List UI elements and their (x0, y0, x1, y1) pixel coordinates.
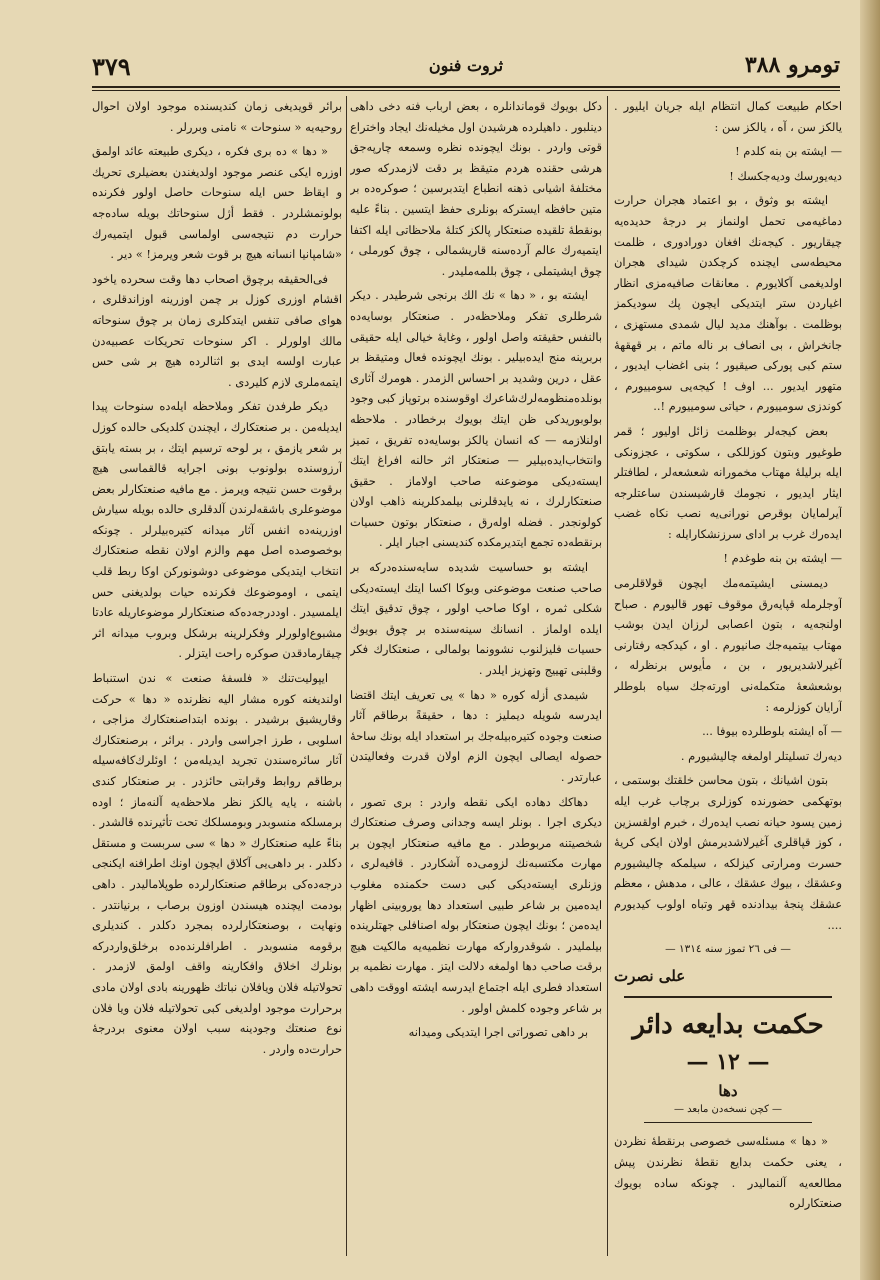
paragraph: ايشته بو وثوق ، بو اعتماد هجران حرارت دماغيه‌مى تحمل اولنماز بر درجهٔ حديده‌يه چيقار‌يور . كيجه‌نك افغان دورادورى ، ظلمت محيطه‌سى ايچنده كرچكدن شيداى هجران اولديغمى آكلايورم . معانقات صافيه‌مزى انظار اغياردن ستر ايتديكى ايچون پك سوديكمز بوظلمت . بوآهنك مديد ليال شمدى مستهزى ، جانخراش ، بى انصاف بر ناله ماتم ، بر قهقههٔ ستم كبى پوركى صيقيور ؛ بنى اغضاب ايديور ، متهور ايديور ... اوف ! كيجه‌يى سومييورم ، كوندزى سومييورم ، حياتى سومييورم !.. (614, 193, 842, 414)
header-rule-thin (92, 90, 840, 91)
article-title: حكمت بدايعه دائر (632, 1010, 824, 1041)
paragraph: شيمدى أزله كوره « دها » يى تعريف ايتك اقتضا ايدرسه شويله ديمليز : دها ، حقيقةً برطاقم آثار صنعت وجوده كتيره‌بيله‌جك بر استعداد ايله بونك ساحهٔ حصوله ايصالى ايچون الزم اولان قدرت وفعاليتدن عبارتدر . (350, 687, 602, 784)
column-divider (607, 96, 608, 1256)
paragraph: ايشته بو حساسيت شديده سايه‌سنده‌دركه بر صاحب صنعت موضوعنى وبوكا اكسا ايتك ايسته‌ديكى شكلى ثمره ، اوكا صاحب اولور ، چوق تدقيق ايتك ايلده اولماز . انسانك سينه‌سنده بر چوق بويوك حسيات فليزلنوب نشوونما بولمالى ، صنعتكارك فكر وقلبنى تهييج وتهزيز ايلدر . (350, 560, 602, 678)
header-rule (92, 86, 840, 88)
text-column-middle (350, 96, 602, 1256)
paragraph: بتون اشيانك ، بتون محاسن خلقتك بوستمى ، بوتهكمى حضورنده كوزلرى برچاب غرب ايله زمين يسود حيانه نصب ايده‌رك ، خبرم اولقسزين ، كوز قپاقلرى آغيرلاشديرمش اولان ايكى كريهٔ حسرت ومرارتى كيزلكه ، سيلمكه چاليشيورم وعشقك ، بيوك عشقك ، عالى ، مدهش ، معظم عشقك پنجهٔ بيدادنده قهر وتباه اولوب كيديورم .... (614, 773, 842, 932)
author-signature: على نصرت (614, 966, 686, 985)
article-subtitle: دها (718, 1082, 738, 1101)
paragraph: بر داهى تصوراتى اجرا ايتديكى وميدانه (408, 1025, 588, 1040)
journal-title: ثروت فنون (428, 56, 504, 75)
paragraph: بعض كيجه‌لر بوظلمت زائل اوليور ؛ قمر طوغيور وبتون كوزللكى ، سكوتى ، عجزونكى ايله برليله‌ٔ مهتاب مخمورانه شعشعه‌لر ، لطافتلر ايثار ايديور ، نجومك قارشيسندن ساعتلرجه آيرلمايان بوقرص نورانى‌يه نصب نكاه غضب ايده‌رك غرب بر اداى سرزنشكارايله : (614, 423, 842, 541)
subtitle-rule (644, 1122, 812, 1123)
quote-line: — ايشته بن بنه طوغدم ! (723, 551, 842, 566)
paragraph: برائر قويديغى زمان كنديسنده موجود اولان احوال روحيه‌يه « سنوحات » نامنى وبررلر . (92, 99, 342, 134)
paragraph: ايشته بو ، « دها » نك الك برنجى شرطيدر . ديكر شرطلرى تفكر وملاحظه‌در . صنعتكار بوسايه‌ده بالنفس حقيقته واصل اولور ، وغايهٔ خيالى ايله حقيقى بربرينه منج ايده‌بيلير . بونك ايچونده فعال ومتيقظ بر عقل ، درين وشديد بر احساس الزمدر . هومرك آثارى بونلده‌منظومه‌لرك‌شاعرك اوقوسنده برتوپاز كبى وجود بولوبوريدكى ظن ايتك بويوك برخطادر . ملاحظه اولنلازمه — كه انسان يالكز بوسايه‌ده تفريق ، تميز وانتخاب‌ايده‌بيلير — صنعتكار اثر حالنه افراغ ايتك ايسته‌ديكى موضوعنه صاحب اولاماز . حقيق صنعتكارلرك ، نه يايدقلرنى بيلمدكلرينه ذاهب اولان كولونجدر . فضله اوله‌رق ، صنعتكار بوتون حسيات برنقطه‌ده تجمع ايتديرمكده كنديسنى اجبار ايلر . (350, 288, 602, 550)
paragraph: ديمسنى ايشيتمه‌مك ايچون قولاقلرمى آوجلرمله قپايه‌رق موقوف تهور قاليورم . صباح اولنجه‌يه ، بتون اعصابى لرزان ايدن بوشب مهتاب بيتميه‌جك صانيورم . او ، كيدكجه رفتارنى آغيرلاشديريور ، بن ، مأيوس برنظرله ، بوشعشعهٔ متكمله‌نى اورته‌جك سياه بلوطلر آرايان كوزلرمه : (614, 576, 842, 714)
column-divider (346, 96, 347, 1256)
paragraph: دهاكك دهاده ايكى نقطه واردر : برى تصور ، ديكرى اجرا . بونلر ايسه وجدانى وصرف صنعتكارك شخصيتنه مربوطدر . مع مافيه صنعتكار ايچون بر مهارت مكتسبه‌نك لزومى‌ده آشكاردر . قافيه‌لرى ، وزنلرى ايسته‌ديكى كبى دست حكمنده مغلوب ايده‌مين بر شاعر طبيى استعداد دها يوروبينى اظهار ايده‌من ؛ بونك ايچون صنعتكار بوله اصنافلى جهتلرينده بيلمليدر . شوقدرواركه مهارت نظميه‌يه مالكيت هيچ برقت صاحب دها اولمغه دلالت ايتز . مهارت نظميه بر استعداد فطرى ايله اجتماع ايدرسه ايشته اووقت داهى بر شاعر وجوده كلمش اولور . (350, 794, 602, 1015)
quote-line: — ايشته بن بنه كلدم ! (735, 144, 842, 159)
paragraph: ديه‌يورسك وديه‌جكسك ! (729, 168, 842, 183)
quote-line: — آه ايشته بلوطلرده بيوفا ... (702, 724, 842, 739)
paragraph: دكل بويوك قوماندانلره ، بعض ارباب فنه دخى داهى دينلبور . داهيلرده هرشيدن اول مخيله‌نك ايجاد واختراع قوتى واردر . بونك ايچونده نظره وسمعه چارپه‌جق هرشى حقنده هردم متيقظ بر دقت لازمدركه صور مختلفهٔ اشياىى ذهنه انطباع ايتدبرسين ؛ صوكره‌ده بر متين حافظه ايستركه بونلرى حفظ ايتسين . بناءً عليه بونقطهٔ تلقيده صنعتكار پالكز كتلهٔ ملاحظاتى ايله اكتفا ايتميه‌رك عالم آرده‌سنه قاريشمالى ، چوق كورملى ، چوق ايشيتملى ، چوق بللمه‌مليدر . (350, 99, 602, 278)
section-separator (624, 996, 832, 998)
page-number: ٣٧٩ (92, 52, 131, 81)
paragraph: فى‌الحقيقه برچوق اصحاب دها وقت سحرده ياخود اقشام اوزرى كوزل بر چمن اوزرينه اوزاندقلرى ، هواى صافى تنفس ايتدكلرى زمان بر چوق سنوحاته مالك اولورلر . اكر سنوحات تحريكات عصبيه‌دن عبارت اولسه ايدى بو اثنالرده هيچ بر شى حس ايتمه‌ملرى لازم كليردى . (92, 271, 342, 389)
paragraph: ديه‌رك تسليتلر اولمغه چاليشيورم . (680, 748, 842, 763)
text-column-left (92, 96, 342, 1256)
continued-note: — كچن نسخه‌دن مابعد — (673, 1104, 783, 1116)
page-binding-edge (860, 0, 880, 1280)
text-column-right (614, 96, 842, 1256)
paragraph: « دها » مسئله‌سى خصوصى برنقطهٔ نظردن ، يعنى حكمت بدايع نقطهٔ نظرندن پيش مطالعه‌يه آلنمالیدر . چونكه ساده بويوك صنعتكارلره (614, 1134, 842, 1211)
article-part-number: — ١٢ — (686, 1049, 770, 1076)
paragraph: ديكر طرفدن تفكر وملاحظه ايله‌ده سنوحات پيدا ايديله‌من . بر صنعتكارك ، ايچندن كلديكى حالده كوزل بر شعر يازمق ، بر لوحه ترسيم ايتك ، بر بسته يابتق آرزوسنده بولونوب بونى اجرايه قالقماسى هيچ برقوت حسن نتيجه ويرمز . مع مافيه صنعتكارلر بعض موضوعلرى باشقه‌لرندن آلدقلرى حالده بويله سيارش اوزرينه‌ده انفس آثار ميدانه كتيره‌بيلرلر . چونكه بوخصوصده اصل مهم والزم اولان نقطه صنعتكارك انتخاب ايتديكى موضوعى دوشونوركن اوكا ربط قلب ايتمى ، اوموضوعك فكرنده حيات بولديغنى حس ايلمسيدر . اوددرجه‌ده‌كه صنعتكارلر موضوعاريله عادتا مشبوع‌اولورلر وفكرلرينه برشكل وبروب ميدانه اثر چيقارمادقدن صوكره راحت ايتزلر . (92, 399, 342, 661)
issue-number: تومرو ٣٨٨ (744, 52, 840, 78)
paragraph: احكام طبيعت كمال انتظام ايله جريان ايليور . يالكز سن ، آه ، يالكز سن : (614, 99, 842, 134)
paragraph: « دها » ده برى فكره ، ديكرى طبيعته عائد اولمق اوزره ايكى عنصر موجود اولديغندن بعضيلرى تحريك و ايقاظ حس ايله سنوحات حاصل اولور فكرنده بولونمشلردر . فقط أژل سنوحاتك بويله ساده‌جه حرارت دم نتيجه‌سى اولماسى قبول ايتميه‌رك «شامپانيا انسانه هيچ بر قوت شعر ويرمز! » دير . (92, 144, 342, 262)
paragraph: ايپوليت‌تنك « فلسفهٔ صنعت » ندن استنباط اولندیغنه كوره مشار اليه نظرنده « دها » حركت وقاريشيق برشيدر . بونده ابتداصنعتكارك مزاجى ، اسلوبى ، طرز اجراسى واردر . برائر ، برصنعتكارك آثار سائره‌سندن تجريد ايديله‌من ؛ اوئلرك‌كافه‌سيله برطاقم روابط وقرابتى حائزدر . بر صنعتكار كندى باشنه ، يايه يالكز نظر ملاحظه‌يه آلنه‌ماز ؛ اوده برمسلكه منسوبدر وبومسلكك تحت تأثيرنده قالشدر . بناءً عليه صنعتكارك « دها » سى سربست و مستقل دكلدر . بر داهى‌يى آكلاق ايچون اونك اطرافنه ايكنجى درجه‌ده‌كى برطاقم صنعتكارلرده طوپلامالیدر . داهى بودمت ايچنده هيسندن اوزون برصاب ، برنيانتدر . ونهايت ، بوصنعتكارلرده بمجرد دكلدر . كنديلرى برقومه منسوبدر . اطرافلرنده‌ده برخلق‌واردركه بونلرك اخلاق وافكارينه واقف اولمق لازمدر . تحولاتيله فلان ويافلان نباتك ظهورينه بادى اولان مادى برحرارت موجود اولديغى كبى تحولاتيله فلان ويا فلان نوع صنعتك وجودينه سبب اولان معنوى بردرجهٔ حرارت‌ده واردر . (92, 671, 342, 1056)
page-header (92, 50, 840, 86)
dateline: — فى ٢٦ تموز سنه ١٣١٤ — (665, 943, 791, 956)
